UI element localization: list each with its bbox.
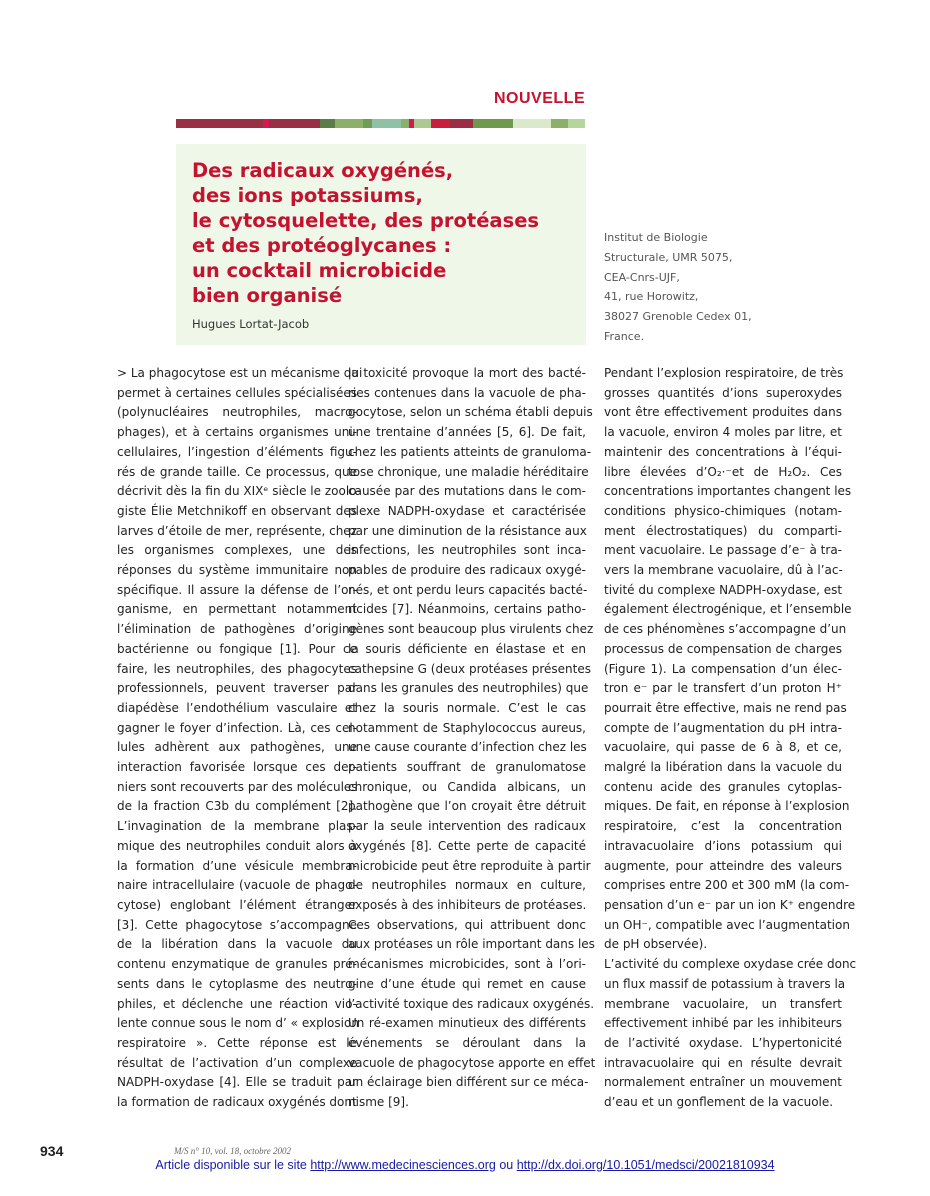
title-line: des ions potassiums, [192, 184, 423, 207]
page-number: 934 [40, 1143, 64, 1159]
text-line: dans les granules des neutrophiles) que [348, 681, 589, 696]
text-line: vacuole de phagocytose apporte en effet [348, 1055, 596, 1070]
text-line: nisme [9]. [348, 1095, 409, 1110]
text-line: ricides [7]. Néanmoins, certains patho- [348, 602, 586, 617]
text-column-1 [117, 364, 363, 1113]
title-line: et des protéoglycanes : [192, 234, 452, 257]
footer-availability [0, 1158, 930, 1172]
text-line: ment vacuolaire. Le passage d’e⁻ à tra- [604, 543, 842, 558]
text-line: causée par des mutations dans le com- [348, 484, 586, 499]
text-line: cytose) englobant l’élément étranger [117, 897, 357, 912]
doi-link[interactable]: http://dx.doi.org/10.1051/medsci/20021810934 [516, 1158, 775, 1172]
color-bar-segment [363, 119, 371, 128]
text-line: les organismes complexes, une des [117, 543, 357, 558]
text-line: la souris déficiente en élastase et en [348, 641, 586, 656]
text-line: phages), et à certains organismes uni- [117, 425, 357, 440]
text-line: conditions physico-chimiques (notam- [604, 503, 842, 518]
text-line: lules adhèrent aux pathogènes, une [117, 740, 357, 755]
text-line: événements se déroulant dans la [348, 1035, 586, 1050]
title-line: un cocktail microbicide [192, 259, 447, 282]
color-bar-segment [551, 119, 568, 128]
text-line: processus de compensation de charges [604, 641, 842, 656]
affiliation-line: CEA-Cnrs-UJF, [604, 270, 680, 284]
text-line: comprises entre 200 et 300 mM (la com- [604, 878, 850, 893]
author-name: Hugues Lortat-Jacob [192, 317, 310, 331]
text-line: L’invagination de la membrane plas- [117, 819, 357, 834]
text-line: une cause courante d’infection chez les [348, 740, 587, 755]
text-line: augmente, pour atteindre des valeurs [604, 858, 842, 873]
text-line: par la seule intervention des radicaux [348, 819, 586, 834]
text-line: effectivement inhibé par les inhibiteurs [604, 1016, 842, 1031]
text-line: NADPH-oxydase [4]. Elle se traduit par [117, 1075, 357, 1090]
text-line: diapédèse l’endothélium vasculaire et [117, 700, 357, 715]
text-line: pensation d’un e⁻ par un ion K⁺ engendre [604, 897, 856, 912]
color-bar-segment [269, 119, 320, 128]
text-line: de l’activité oxydase. L’hypertonicité [604, 1035, 842, 1050]
title-line: Des radicaux oxygénés, [192, 159, 454, 182]
affiliation-line: 38027 Grenoble Cedex 01, [604, 310, 752, 324]
text-line: philes, et déclenche une réaction vio- [117, 996, 357, 1011]
text-line: décrivit dès la fin du XIXᵉ siècle le zoolo- [117, 484, 362, 499]
text-column-3 [604, 364, 857, 1113]
text-line: de la fraction C3b du complément [2]. [117, 799, 357, 814]
text-line: Pendant l’explosion respiratoire, de très [604, 366, 844, 380]
text-line: la toxicité provoque la mort des bacté- [348, 366, 586, 380]
text-line: interaction favorisée lorsque ces der- [117, 760, 357, 775]
color-bar-segment [513, 119, 551, 128]
text-line: la formation de radicaux oxygénés dont [117, 1095, 357, 1110]
text-line: une trentaine d’années [5, 6]. De fait, [348, 425, 586, 440]
text-line: giste Élie Metchnikoff en observant des [117, 503, 357, 518]
text-line: patients souffrant de granulomatose [348, 760, 586, 775]
text-line: bactérienne ou fongique [1]. Pour ce [117, 641, 357, 656]
title-line: bien organisé [192, 284, 343, 307]
text-line: faire, les neutrophiles, des phagocytes [117, 661, 357, 676]
affiliation-line: 41, rue Horowitz, [604, 290, 699, 304]
text-line: tron e⁻ par le transfert d’un proton H⁺ [604, 681, 842, 696]
text-line: miques. De fait, en réponse à l’explosion [604, 799, 850, 814]
journal-reference: M/S n° 10, vol. 18, octobre 2002 [174, 1146, 291, 1156]
text-line: (polynucléaires neutrophiles, macro- [117, 405, 357, 420]
text-line: gagner le foyer d’infection. Là, ces cel- [117, 720, 357, 735]
text-line: rés de grande taille. Ce processus, que [117, 464, 357, 479]
text-line: chronique, ou Candida albicans, un [348, 779, 586, 794]
text-line: membrane vacuolaire, un transfert [604, 996, 842, 1011]
text-line: tose chronique, une maladie héréditaire [348, 464, 589, 479]
text-line: (Figure 1). La compensation d’un élec- [604, 661, 842, 676]
text-line: cathepsine G (deux protéases présentes [348, 661, 591, 676]
text-line: vacuolaire, qui passe de 6 à 8, et ce, [604, 740, 842, 755]
text-line: niers sont recouverts par des molécules [117, 779, 358, 794]
text-line: Ces observations, qui attribuent donc [348, 917, 586, 932]
text-line: de la libération dans la vacuole du [117, 937, 357, 952]
color-bar-segment [176, 119, 263, 128]
text-line: d’eau et un gonflement de la vacuole. [604, 1095, 834, 1110]
text-line: résultat de l’activation d’un complexe [117, 1055, 357, 1070]
text-line: réponses du système immunitaire non [117, 563, 357, 578]
text-line: L’activité du complexe oxydase crée donc [604, 957, 857, 972]
author-affiliation [604, 228, 752, 347]
text-line: gine d’une étude qui remet en cause [348, 976, 586, 991]
text-line: ganisme, en permettant notamment [117, 602, 357, 617]
color-bar-segment [568, 119, 585, 128]
text-line: vont être effectivement produites dans [604, 405, 842, 420]
text-line: [3]. Cette phagocytose s’accompagne [117, 917, 357, 932]
text-line: nés, et ont perdu leurs capacités bacté- [348, 582, 588, 597]
text-line: de ces phénomènes s’accompagne d’un [604, 622, 847, 637]
text-line: larves d’étoile de mer, représente, chez [117, 523, 357, 538]
footer-middle: ou [495, 1158, 517, 1172]
footer-prefix: Article disponible sur le site [155, 1158, 311, 1172]
affiliation-line: Institut de Biologie [604, 231, 708, 244]
text-line: pables de produire des radicaux oxygé- [348, 563, 586, 578]
text-line: notamment de Staphylococcus aureus, [348, 720, 586, 735]
text-line: intravacuolaire d’ions potassium qui [604, 838, 842, 853]
text-line: un éclairage bien différent sur ce méca- [348, 1075, 589, 1090]
section-label: NOUVELLE [494, 90, 586, 107]
text-line: Un ré-examen minutieux des différents [348, 1016, 586, 1031]
text-line: cellulaires, l’ingestion d’éléments figu- [117, 444, 357, 459]
text-line: contenu enzymatique de granules pré- [117, 957, 357, 972]
text-line: pourrait être effective, mais ne rend pas [604, 700, 847, 715]
text-line: gocytose, selon un schéma établi depuis [348, 405, 593, 420]
color-bar-segment [335, 119, 364, 128]
affiliation-line: Structurale, UMR 5075, [604, 250, 733, 264]
text-line: respiratoire, c’est la concentration [604, 819, 842, 834]
text-line: par une diminution de la résistance aux [348, 523, 587, 538]
text-line: oxygénés [8]. Cette perte de capacité [348, 838, 586, 853]
text-line: de neutrophiles normaux en culture, [348, 878, 586, 893]
text-line: spécifique. Il assure la défense de l’or- [117, 582, 357, 597]
text-column-2 [348, 364, 596, 1113]
text-line: un OH⁻, compatible avec l’augmentation [604, 917, 850, 932]
text-line: chez les patients atteints de granuloma- [348, 444, 592, 459]
text-line: un flux massif de potassium à travers la [604, 976, 846, 991]
decorative-color-bar [176, 119, 585, 128]
text-line: aux protéases un rôle important dans les [348, 937, 595, 952]
title-line: le cytosquelette, des protéases [192, 209, 540, 232]
text-line: grosses quantités d’ions superoxydes [604, 385, 842, 400]
text-line: également électrogénique, et l’ensemble [604, 602, 852, 617]
text-line: mique des neutrophiles conduit alors à [117, 838, 357, 853]
text-line: malgré la libération dans la vacuole du [604, 760, 842, 775]
color-bar-segment [414, 119, 431, 128]
text-line: professionnels, peuvent traverser par [117, 681, 357, 696]
text-line: sents dans le cytoplasme des neutro- [117, 976, 357, 991]
text-line: la formation d’une vésicule membra- [117, 858, 357, 873]
text-line: mécanismes microbicides, sont à l’ori- [348, 957, 586, 972]
text-line: de pH observée). [604, 937, 708, 952]
text-line: libre élevées d’O₂·⁻et de H₂O₂. Ces [604, 464, 842, 479]
color-bar-segment [372, 119, 402, 128]
text-line: plexe NADPH-oxydase et caractérisée [348, 503, 586, 518]
color-bar-segment [401, 119, 408, 128]
text-line: respiratoire ». Cette réponse est le [117, 1035, 357, 1050]
text-line: la vacuole, environ 4 moles par litre, et [604, 425, 842, 440]
color-bar-segment [473, 119, 513, 128]
text-line: ment électrostatiques) du comparti- [604, 523, 842, 538]
text-line: lente connue sous le nom d’ « explosion [117, 1016, 359, 1031]
text-line: pathogène que l’on croyait être détruit [348, 799, 586, 814]
text-line: tivité du complexe NADPH-oxydase, est [604, 582, 843, 597]
site-link[interactable]: http://www.medecinesciences.org [310, 1158, 496, 1172]
text-line: gènes sont beaucoup plus virulents chez [348, 622, 594, 637]
text-line: compte de l’augmentation du pH intra- [604, 720, 842, 735]
text-line: infections, les neutrophiles sont inca- [348, 543, 586, 558]
text-line: l’activité toxique des radicaux oxygénés. [348, 996, 595, 1011]
text-line: concentrations importantes changent les [604, 484, 852, 499]
text-line: normalement entraîner un mouvement [604, 1075, 842, 1090]
text-line: vers la membrane vacuolaire, dû à l’ac- [604, 563, 843, 578]
text-line: contenu acide des granules cytoplas- [604, 779, 842, 794]
text-line: > La phagocytose est un mécanisme qui [117, 366, 363, 380]
affiliation-line: France. [604, 329, 645, 343]
text-line: intravacuolaire qui en résulte devrait [604, 1055, 842, 1070]
text-line: permet à certaines cellules spécialisées [117, 385, 357, 400]
text-line: maintenir des concentrations à l’équi- [604, 444, 842, 459]
text-line: chez la souris normale. C’est le cas [348, 700, 586, 715]
color-bar-segment [431, 119, 450, 128]
article-title [192, 158, 582, 308]
text-line: ries contenues dans la vacuole de pha- [348, 385, 586, 400]
text-line: l’élimination de pathogènes d’origine [117, 622, 357, 637]
text-line: microbicide peut être reproduite à partir [348, 858, 591, 873]
text-line: exposés à des inhibiteurs de protéases. [348, 897, 587, 912]
text-line: naire intracellulaire (vacuole de phago- [117, 878, 357, 893]
color-bar-segment [450, 119, 473, 128]
color-bar-segment [320, 119, 335, 128]
